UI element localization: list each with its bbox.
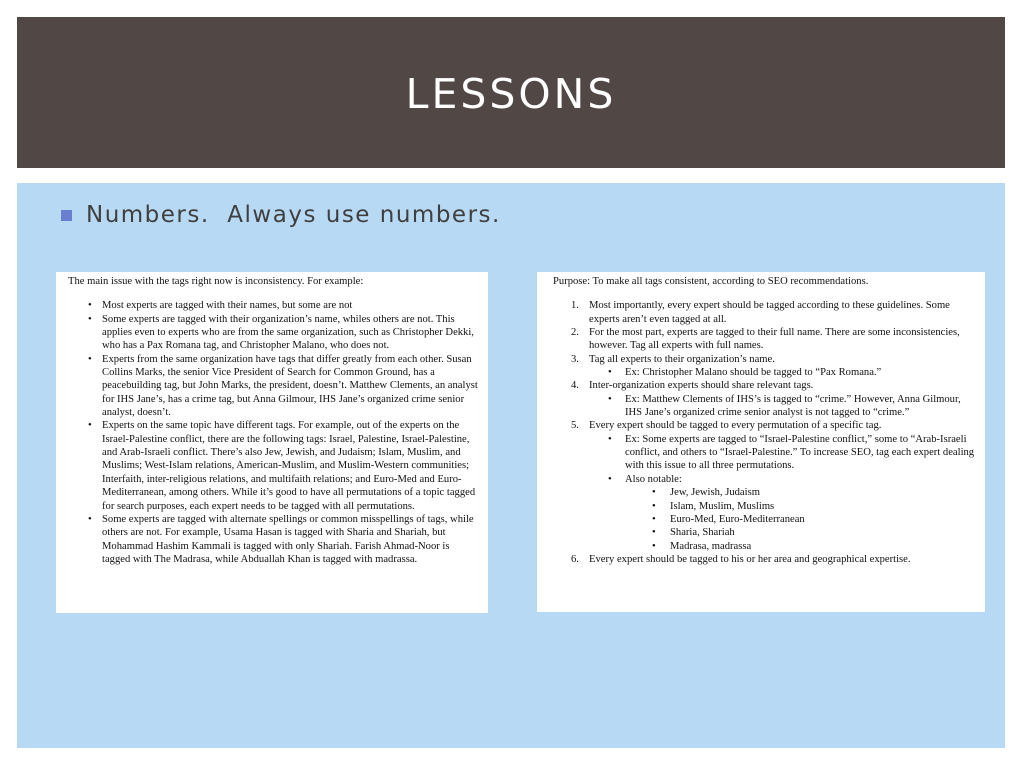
main-bullet — [61, 202, 501, 228]
sub-list — [589, 433, 979, 553]
notable-item: • Euro-Med, Euro-Mediterranean — [625, 513, 979, 526]
slide-title: LESSONS — [405, 70, 617, 118]
list-item: 6. Every expert should be tagged to his or her area and geographical expertise. — [571, 553, 911, 565]
list-item: 3. Tag all experts to their organization’s name. • Ex: Christopher Malano should be tagged to “Pax Romana.” — [553, 353, 979, 380]
list-item: • Most experts are tagged with their names, but some are not — [68, 299, 478, 312]
notable-item: • Islam, Muslim, Muslims — [625, 500, 979, 513]
left-doc-intro: The main issue with the tags right now is inconsistency. For example: — [68, 276, 364, 287]
bullet-square-icon — [61, 210, 72, 221]
list-item: • Experts on the same topic have different tags. For example, out of the experts on the Israel-Palestine conflict, there are the following tags: Israel, Palestine, Israel-Palestine, and Arab-Israeli conflict. There’s also Jew, Jewish, and Judaism; Islam, Muslim, and Muslims; West-Islam relations, American-Muslim, and Muslim-Western communities; Interfaith, inter-religious relations, and multifaith relations; and Euro-Med and Euro-Mediterranean, among others. While it’s good to have all permutations of a topic tagged for search purposes, each expert needs to be tagged with all permutations. — [68, 419, 478, 512]
slide-content — [17, 183, 1005, 748]
right-doc-numbered-list — [553, 299, 979, 566]
slide-title-bar — [17, 17, 1005, 168]
sub-list-item: • Ex: Matthew Clements of IHS’s is tagged to “crime.” However, Anna Gilmour, IHS Jane’s organized crime senior analyst is not tagged to “crime.” — [589, 393, 979, 420]
list-item: 5. Every expert should be tagged to every permutation of a specific tag. • Ex: Some experts are tagged to “Israel-Palestine conflict,” some to “Arab-Israeli conflict, and others to “Israel-Palestine.” To increase SEO, tag each expert dealing with this issue to all three permutations. • Also notable: • Jew, Jewish, Judaism • Islam, Muslim, Muslims • Euro-Med, Euro-Mediterranean • Sharia, Shariah • Madrasa, madrassa — [553, 419, 979, 552]
list-item: • Some experts are tagged with alternate spellings or common misspellings of tags, while others are not. For example, Usama Hasan is tagged with Sharia and Shariah, but Mohammad Hashim Kammali is tagged with only Shariah. Farish Ahmad-Noor is tagged with The Madrasa, while Abduallah Khan is tagged with madrassa. — [68, 513, 478, 566]
left-doc-bullet-list — [68, 299, 478, 566]
list-item: • Experts from the same organization have tags that differ greatly from each other. Susan Collins Marks, the senior Vice President of Search for Common Ground, has a peacebuilding tag, but John Marks, the president, doesn’t. Matthew Clements, an analyst for IHS Jane’s, has a crime tag, but Anna Gilmour, IHS Jane’s organized crime senior analyst, doesn’t. — [68, 353, 478, 420]
notable-item: • Sharia, Shariah — [625, 526, 979, 539]
right-document-image — [537, 272, 985, 612]
sub-list-item: • Ex: Some experts are tagged to “Israel-Palestine conflict,” some to “Arab-Israeli conflict, and others to “Israel-Palestine.” To increase SEO, tag each expert dealing with this issue to all three permutations. — [589, 433, 979, 473]
main-bullet-text: Numbers. Always use numbers. — [86, 202, 501, 228]
right-doc-purpose: Purpose: To make all tags consistent, according to SEO recommendations. — [553, 276, 869, 287]
notable-item: • Madrasa, madrassa — [625, 540, 979, 553]
notable-list — [625, 486, 979, 553]
list-item: 4. Inter-organization experts should share relevant tags. • Ex: Matthew Clements of IHS’s is tagged to “crime.” However, Anna Gilmour, IHS Jane’s organized crime senior analyst is not tagged to “crime.” — [553, 379, 979, 419]
list-item: • Some experts are tagged with their organization’s name, whiles others are not. This applies even to experts who are from the same organization, such as Christopher Dekki, who has a Pax Romana tag, and Christopher Malano, who does not. — [68, 313, 478, 353]
sub-list-item: • Also notable: • Jew, Jewish, Judaism • Islam, Muslim, Muslims • Euro-Med, Euro-Mediterranean • Sharia, Shariah • Madrasa, madrassa — [589, 473, 979, 553]
sub-list — [589, 393, 979, 420]
list-item: 2. For the most part, experts are tagged to their full name. There are some inconsistencies, however. Tag all experts with full names. — [571, 327, 960, 352]
sub-list-item: • Ex: Christopher Malano should be tagged to “Pax Romana.” — [589, 366, 979, 379]
sub-list — [589, 366, 979, 379]
left-document-image — [56, 272, 488, 613]
notable-item: • Jew, Jewish, Judaism — [625, 486, 979, 499]
list-item: 1. Most importantly, every expert should be tagged according to these guidelines. Some experts aren’t even tagged at all. — [571, 300, 950, 325]
